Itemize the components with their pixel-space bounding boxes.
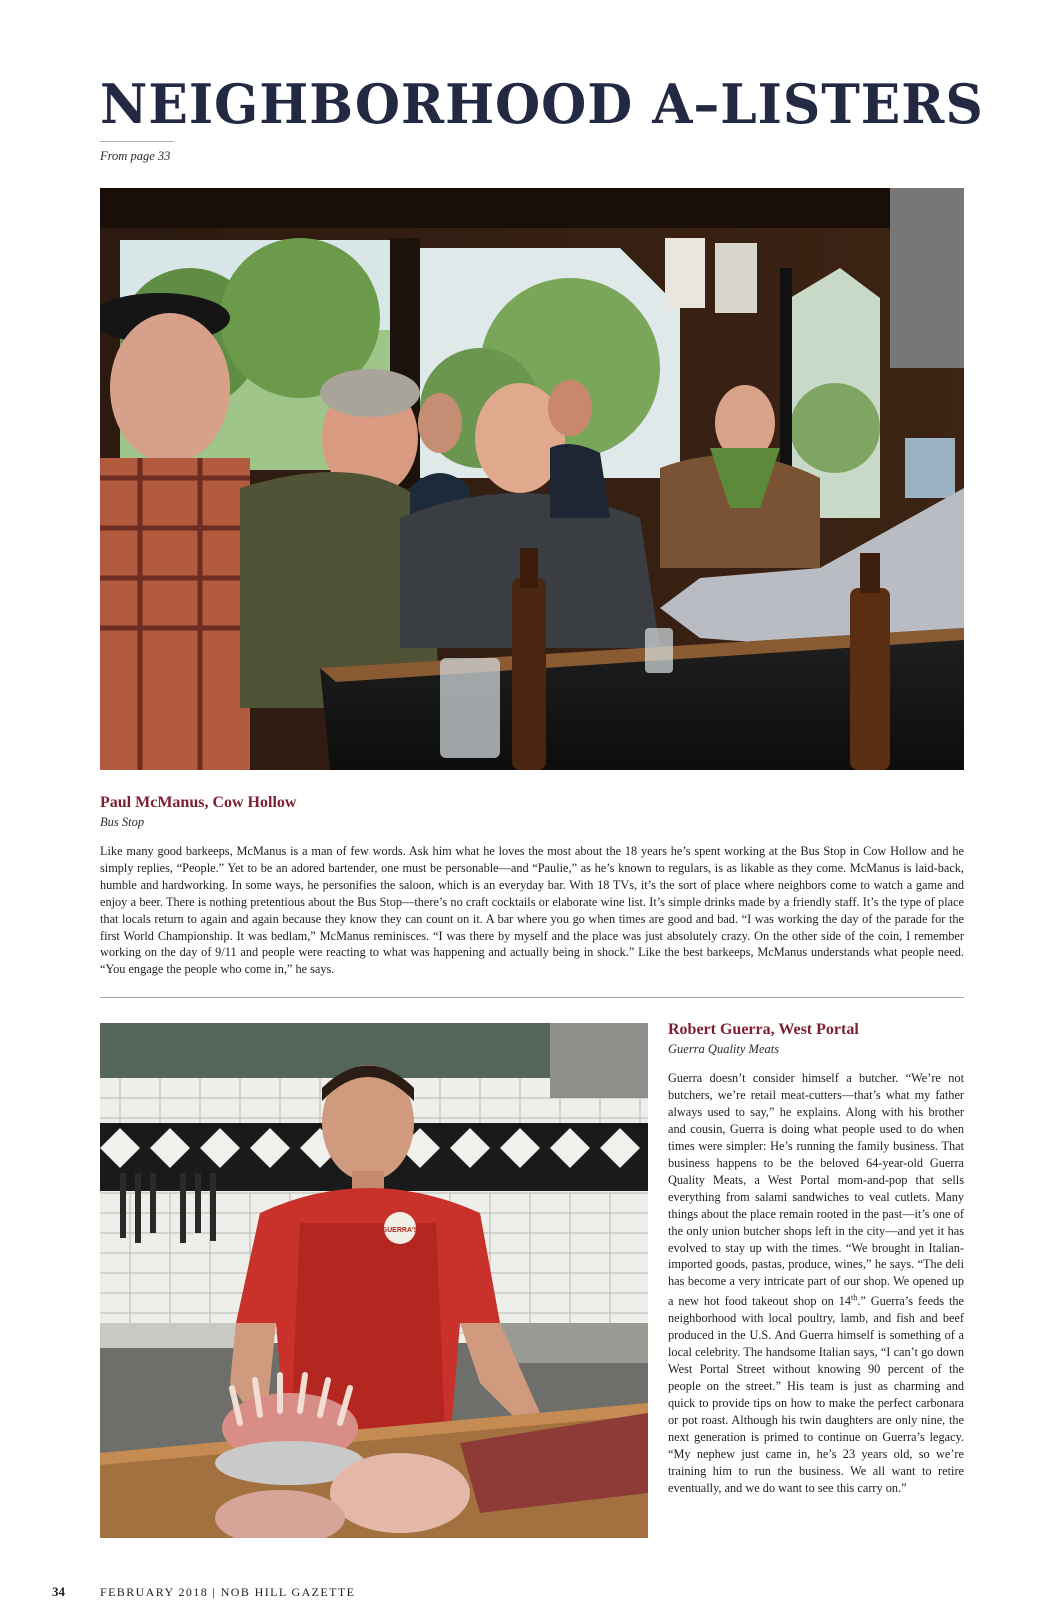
guerra-butcher-photo [100,1023,648,1538]
guerra-body-text-a: Guerra doesn’t consider himself a butcher. “We’re not butchers, we’re retail meat-cutters—that’s what my father always used to say,” he explains. Along with his brother and cousin, Guerra is doing what people used to do when times were simpler: He’s running the family business. That business happens to be the beloved 64-year-old Guerra Quality Meats, a West Portal mom-and-pop that sells everything from salami sandwiches to veal cutlets. Many things about the place remain rooted in the past—it’s one of the only union butcher shops left in the city—and yet it has evolved to stay up with the times. “We brought in Italian-imported goods, pastas, produce, wines,” he says. “The deli has become a very intricate part of our shop. We opened up a new hot food takeout shop on 14 [668,1071,964,1309]
profile-business-bus-stop: Bus Stop [100,815,145,829]
profile-name-mcmanus: Paul McManus, Cow Hollow [100,794,297,811]
profile-body-guerra [668,1070,964,1497]
continued-from-note: From page 33 [100,149,171,163]
page-title: NEIGHBORHOOD A–LISTERS [100,72,984,136]
bar-photo-illustration [100,188,964,770]
profile-name-guerra: Robert Guerra, West Portal [668,1021,859,1038]
butcher-photo-illustration [100,1023,648,1538]
profile-body-mcmanus: Like many good barkeeps, McManus is a man of few words. Ask him what he loves the most about the 18 years he’s spent working at the Bus Stop in Cow Hollow and he simply replies, “People.” Yet to be an adored bartender, one must be personable—and “Paulie,” as he’s known to regulars, is as likable as they come. McManus is laid-back, humble and hardworking. In some ways, he personifies the saloon, which is an everyday bar. With 18 TVs, it’s the sort of place where neighbors come to watch a game and enjoy a beer. There is nothing pretentious about the Bus Stop—there’s no craft cocktails or elaborate wine list. It’s simple drinks made by a friendly staff. It’s the type of place that locals return to again and again because they know they can count on it. A bar where you go when times are good and bad. “I was working the day of the parade for the first World Championship. It was bedlam,” McManus reminisces. “I was there by myself and the place was just absolutely crazy. On the other side of the coin, I remember working on the day of 9/11 and people were reacting to what was happening and actually being in shock.” Like the best barkeeps, McManus understands what people need. “You engage the people who come in,” he says. [100,844,964,977]
title-divider [100,141,174,142]
shirt-logo-text: GUERRA'S [381,1227,419,1234]
issue-folio: FEBRUARY 2018 | NOB HILL GAZETTE [100,1585,356,1599]
bus-stop-bar-photo [100,188,964,770]
section-divider [100,997,964,998]
guerra-body-text-b: .” Guerra’s feeds the neighborhood with local poultry, lamb, and fish and beef produced in the U.S. And Guerra himself is something of a local celebrity. The handsome Italian says, “I can’t go down West Portal Street without knowing 90 percent of the people on the street.” His team is just as charming and quick to provide tips on how to make the perfect carbonara or pot roast. Although his twin daughters are only nine, the next generation is primed to continue on Guerra’s legacy. “My nephew just came in, he’s 23 years old, so we’re training him to run the business. We all want to retire eventually, and we do want to see this carry on.” [668,1294,964,1495]
page-number: 34 [52,1584,65,1599]
profile-business-guerra-meats: Guerra Quality Meats [668,1042,780,1056]
ordinal-superscript: th [851,1293,858,1303]
